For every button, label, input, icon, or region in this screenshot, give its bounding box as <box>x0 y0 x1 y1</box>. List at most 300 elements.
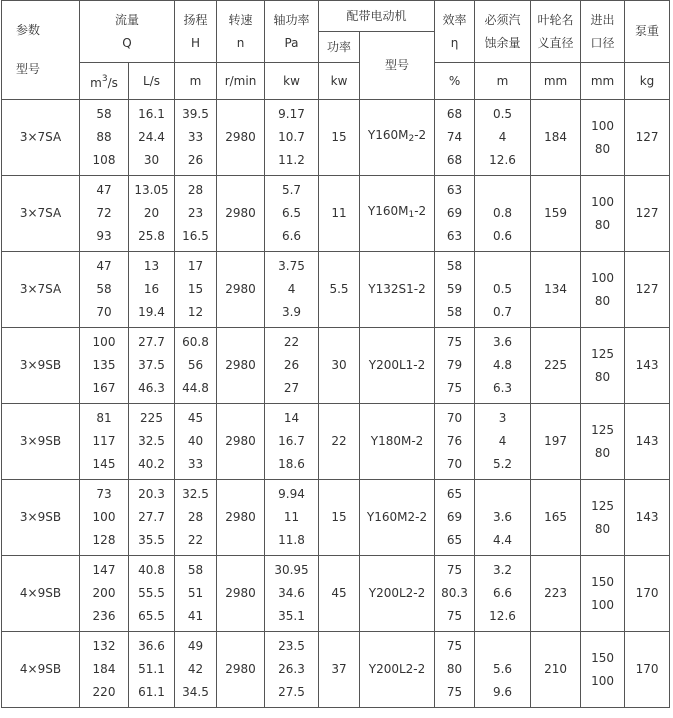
impeller-cell: 134 <box>531 252 581 328</box>
shaft-power-cell <box>265 176 319 252</box>
port-cell <box>581 252 625 328</box>
motor-model-cell <box>360 176 435 252</box>
motor-header-cell: 配带电动机 <box>319 1 435 32</box>
npsh-cell-value: 0.7 <box>492 305 513 319</box>
weight-header-cell: 泵重 <box>625 1 670 63</box>
flow-ls-cell-value: 27.7 <box>138 335 165 349</box>
weight-cell: 127 <box>625 252 670 328</box>
npsh-cell-value: 3 <box>498 411 507 425</box>
npsh-label-line1: 必须汽 <box>484 12 521 27</box>
npsh-cell <box>475 176 531 252</box>
flow-ls-cell <box>129 632 175 708</box>
port-cell-value: 125 <box>591 498 614 513</box>
pump-spec-table <box>1 0 670 708</box>
flow-ls-cell-value: 40.2 <box>138 457 165 471</box>
npsh-cell <box>475 556 531 632</box>
npsh-cell <box>475 404 531 480</box>
shaft-power-cell-value: 6.6 <box>281 229 302 243</box>
flow-m3-cell <box>80 404 129 480</box>
efficiency-cell-value: 68 <box>446 153 463 167</box>
motor-model-suffix: -2 <box>414 204 427 218</box>
shaft-power-label: 轴功率 <box>273 12 310 27</box>
flow-m3-cell <box>80 556 129 632</box>
efficiency-cell-value: 75 <box>446 685 463 699</box>
impeller-cell: 159 <box>531 176 581 252</box>
shaft-power-cell-value: 6.5 <box>281 206 302 220</box>
flow-m3-cell-value: 135 <box>92 358 116 372</box>
shaft-power-cell <box>265 328 319 404</box>
impeller-label-line1: 叶轮名 <box>537 12 574 27</box>
impeller-cell: 210 <box>531 632 581 708</box>
flow-ls-cell <box>129 404 175 480</box>
flow-ls-cell-value: 65.5 <box>138 609 165 623</box>
npsh-cell-value: 4 <box>498 130 507 144</box>
flow-ls-cell <box>129 252 175 328</box>
motor-model-text: Y132S1-2 <box>368 282 426 296</box>
model-cell: 3×9SB <box>2 480 80 556</box>
head-cell-value: 26 <box>187 153 204 167</box>
efficiency-cell-value: 70 <box>446 457 463 471</box>
shaft-power-cell-value: 34.6 <box>278 586 305 600</box>
efficiency-cell <box>435 480 475 556</box>
npsh-cell-value: 9.6 <box>492 685 513 699</box>
unit-efficiency: % <box>435 63 475 100</box>
params-header-cell <box>2 1 80 100</box>
head-cell-value: 16.5 <box>182 229 209 243</box>
efficiency-cell-value: 69 <box>446 206 463 220</box>
npsh-cell-value: 3.6 <box>492 510 513 524</box>
port-cell <box>581 480 625 556</box>
unit-head: m <box>175 63 217 100</box>
shaft-power-cell <box>265 556 319 632</box>
efficiency-cell-value: 75 <box>446 335 463 349</box>
table-row <box>2 480 670 556</box>
head-cell-value: 17 <box>187 259 204 273</box>
shaft-power-cell <box>265 632 319 708</box>
npsh-cell-value: 4 <box>498 434 507 448</box>
unit-shaft-power: kw <box>265 63 319 100</box>
flow-header-cell <box>80 1 175 63</box>
efficiency-cell <box>435 632 475 708</box>
model-cell: 3×9SB <box>2 404 80 480</box>
flow-m3-cell-value: 220 <box>92 685 116 699</box>
port-cell <box>581 328 625 404</box>
flow-ls-cell-value: 13.05 <box>134 183 169 197</box>
motor-model-suffix: -2 <box>414 128 427 142</box>
head-cell <box>175 404 217 480</box>
flow-ls-cell-value: 19.4 <box>138 305 165 319</box>
efficiency-cell-value: 79 <box>446 358 463 372</box>
table-row <box>2 100 670 176</box>
efficiency-cell-value: 75 <box>446 639 463 653</box>
head-cell <box>175 328 217 404</box>
port-cell <box>581 100 625 176</box>
shaft-power-cell-value: 18.6 <box>278 457 305 471</box>
header-row <box>2 1 670 32</box>
efficiency-cell-value: 80.3 <box>441 586 468 600</box>
flow-ls-cell-value: 20 <box>143 206 160 220</box>
efficiency-cell <box>435 404 475 480</box>
efficiency-cell <box>435 328 475 404</box>
npsh-cell-value: 12.6 <box>489 609 516 623</box>
head-cell <box>175 632 217 708</box>
flow-m3-cell-value: 200 <box>92 586 116 600</box>
motor-model-text: Y160M <box>367 128 409 142</box>
npsh-cell-value: 0.5 <box>492 282 513 296</box>
weight-cell: 143 <box>625 404 670 480</box>
flow-m3-cell-value: 236 <box>92 609 116 623</box>
port-cell-value: 150 <box>591 650 614 665</box>
weight-cell: 170 <box>625 556 670 632</box>
flow-m3-cell-value: 132 <box>92 639 116 653</box>
head-cell <box>175 556 217 632</box>
speed-cell: 2980 <box>217 328 265 404</box>
efficiency-cell-value: 65 <box>446 533 463 547</box>
impeller-cell: 225 <box>531 328 581 404</box>
port-cell <box>581 632 625 708</box>
head-symbol: H <box>191 35 201 50</box>
shaft-power-cell-value: 3.75 <box>278 259 305 273</box>
model-cell: 3×7SA <box>2 176 80 252</box>
flow-m3-cell <box>80 632 129 708</box>
impeller-cell: 197 <box>531 404 581 480</box>
shaft-power-cell-value: 9.17 <box>278 107 305 121</box>
shaft-power-cell-value: 26 <box>283 358 300 372</box>
flow-ls-cell-value: 20.3 <box>138 487 165 501</box>
flow-m3-cell <box>80 100 129 176</box>
efficiency-cell-value: 58 <box>446 259 463 273</box>
head-cell <box>175 100 217 176</box>
flow-ls-cell <box>129 328 175 404</box>
efficiency-cell-value: 65 <box>446 487 463 501</box>
head-cell <box>175 176 217 252</box>
weight-cell: 170 <box>625 632 670 708</box>
efficiency-symbol: η <box>450 35 459 50</box>
impeller-cell: 165 <box>531 480 581 556</box>
shaft-power-cell-value: 11.8 <box>278 533 305 547</box>
port-cell-value: 80 <box>594 369 611 384</box>
npsh-cell-value: 6.3 <box>492 381 513 395</box>
efficiency-cell-value: 68 <box>446 107 463 121</box>
motor-power-header-cell: 功率 <box>319 32 360 63</box>
head-cell-value: 45 <box>187 411 204 425</box>
flow-ls-cell-value: 16 <box>143 282 160 296</box>
head-cell-value: 28 <box>187 510 204 524</box>
flow-m3-cell-value: 117 <box>92 434 116 448</box>
head-cell-value: 42 <box>187 662 204 676</box>
head-cell-value: 23 <box>187 206 204 220</box>
port-cell-value: 80 <box>594 445 611 460</box>
flow-ls-cell <box>129 176 175 252</box>
speed-symbol: n <box>236 35 245 50</box>
speed-cell: 2980 <box>217 632 265 708</box>
npsh-cell-value: 3.6 <box>492 335 513 349</box>
table-row <box>2 252 670 328</box>
port-label-line2: 口径 <box>590 35 615 50</box>
table-row <box>2 632 670 708</box>
shaft-power-cell <box>265 480 319 556</box>
head-cell <box>175 480 217 556</box>
npsh-cell-value: 12.6 <box>489 153 516 167</box>
npsh-cell-value: 0.6 <box>492 229 513 243</box>
flow-m3-cell-value: 70 <box>96 305 112 319</box>
impeller-cell: 184 <box>531 100 581 176</box>
unit-flow-ls: L/s <box>129 63 175 100</box>
npsh-cell-value: 0.8 <box>492 206 513 220</box>
motor-power-cell: 15 <box>319 100 360 176</box>
shaft-power-cell-value: 11 <box>283 510 300 524</box>
shaft-power-cell-value: 27 <box>283 381 300 395</box>
head-cell-value: 39.5 <box>182 107 209 121</box>
efficiency-cell-value: 58 <box>446 305 463 319</box>
flow-ls-cell-value: 24.4 <box>138 130 165 144</box>
motor-power-cell: 11 <box>319 176 360 252</box>
shaft-power-cell-value: 5.7 <box>281 183 302 197</box>
flow-ls-cell-value: 30 <box>143 153 160 167</box>
flow-m3-cell-value: 58 <box>96 107 112 121</box>
motor-model-text: Y180M-2 <box>370 434 424 448</box>
flow-ls-cell-value: 51.1 <box>138 662 165 676</box>
weight-cell: 143 <box>625 480 670 556</box>
flow-ls-cell-value: 32.5 <box>138 434 165 448</box>
weight-cell: 143 <box>625 328 670 404</box>
shaft-power-cell-value: 27.5 <box>278 685 305 699</box>
motor-model-cell <box>360 480 435 556</box>
head-cell <box>175 252 217 328</box>
port-cell-value: 100 <box>591 673 614 688</box>
shaft-power-cell-value: 16.7 <box>278 434 305 448</box>
head-cell-value: 60.8 <box>182 335 209 349</box>
motor-model-text: Y160M <box>367 204 409 218</box>
speed-cell: 2980 <box>217 556 265 632</box>
port-cell-value: 80 <box>594 293 611 308</box>
flow-m3-cell-value: 88 <box>96 130 112 144</box>
motor-model-cell <box>360 404 435 480</box>
port-cell-value: 80 <box>594 217 611 232</box>
port-cell-value: 100 <box>591 597 614 612</box>
flow-m3-cell-value: 167 <box>92 381 116 395</box>
shaft-power-symbol: Pa <box>284 35 299 50</box>
motor-model-text: Y200L2-2 <box>368 662 426 676</box>
model-cell: 4×9SB <box>2 632 80 708</box>
model-label: 型号 <box>16 62 41 76</box>
npsh-cell-value: 0.5 <box>492 107 513 121</box>
flow-ls-cell-value: 61.1 <box>138 685 165 699</box>
head-cell-value: 44.8 <box>182 381 209 395</box>
flow-ls-cell-value: 13 <box>143 259 160 273</box>
flow-m3-cell-value: 81 <box>96 411 112 425</box>
flow-m3-cell-value: 73 <box>96 487 112 501</box>
unit-impeller: mm <box>531 63 581 100</box>
shaft-power-cell-value: 26.3 <box>278 662 305 676</box>
unit-weight: kg <box>625 63 670 100</box>
shaft-power-cell-value: 11.2 <box>278 153 305 167</box>
head-cell-value: 40 <box>187 434 204 448</box>
npsh-header-cell <box>475 1 531 63</box>
head-header-cell <box>175 1 217 63</box>
npsh-cell <box>475 632 531 708</box>
flow-m3-cell-value: 184 <box>92 662 116 676</box>
speed-header-cell <box>217 1 265 63</box>
npsh-cell-value: 3.2 <box>492 563 513 577</box>
flow-m3-cell-value: 100 <box>92 335 116 349</box>
efficiency-cell-value: 75 <box>446 609 463 623</box>
efficiency-cell <box>435 252 475 328</box>
efficiency-cell-value: 80 <box>446 662 463 676</box>
model-cell: 3×7SA <box>2 100 80 176</box>
flow-m3-cell <box>80 328 129 404</box>
motor-model-cell <box>360 328 435 404</box>
table-row <box>2 328 670 404</box>
model-cell: 4×9SB <box>2 556 80 632</box>
params-label: 参数 <box>16 23 41 37</box>
flow-ls-cell-value: 35.5 <box>138 533 165 547</box>
port-cell-value: 80 <box>594 141 611 156</box>
flow-ls-cell <box>129 100 175 176</box>
head-cell-value: 33 <box>187 130 204 144</box>
speed-cell: 2980 <box>217 404 265 480</box>
table-row <box>2 556 670 632</box>
model-cell: 3×7SA <box>2 252 80 328</box>
shaft-power-cell <box>265 252 319 328</box>
motor-model-text: Y160M2-2 <box>366 510 428 524</box>
flow-m3-cell-value: 58 <box>96 282 112 296</box>
npsh-cell-value: 5.2 <box>492 457 513 471</box>
shaft-power-cell-value: 23.5 <box>278 639 305 653</box>
table-row <box>2 176 670 252</box>
speed-cell: 2980 <box>217 100 265 176</box>
npsh-cell-value: 6.6 <box>492 586 513 600</box>
shaft-power-cell-value: 4 <box>287 282 296 296</box>
flow-ls-cell-value: 46.3 <box>138 381 165 395</box>
flow-m3-cell <box>80 480 129 556</box>
weight-cell: 127 <box>625 100 670 176</box>
flow-m3-cell-value: 47 <box>96 259 112 273</box>
unit-speed: r/min <box>217 63 265 100</box>
motor-power-cell: 37 <box>319 632 360 708</box>
motor-model-cell <box>360 100 435 176</box>
motor-power-cell: 15 <box>319 480 360 556</box>
flow-symbol: Q <box>122 35 132 50</box>
efficiency-cell <box>435 100 475 176</box>
motor-model-text: Y200L1-2 <box>368 358 426 372</box>
motor-model-text: Y200L2-2 <box>368 586 426 600</box>
efficiency-cell-value: 59 <box>446 282 463 296</box>
efficiency-cell-value: 63 <box>446 183 463 197</box>
unit-port: mm <box>581 63 625 100</box>
shaft-power-cell-value: 10.7 <box>278 130 305 144</box>
shaft-power-cell-value: 22 <box>283 335 300 349</box>
port-cell-value: 100 <box>591 270 614 285</box>
speed-cell: 2980 <box>217 252 265 328</box>
speed-label: 转速 <box>228 12 253 27</box>
efficiency-cell-value: 63 <box>446 229 463 243</box>
efficiency-cell-value: 69 <box>446 510 463 524</box>
shaft-power-cell-value: 3.9 <box>281 305 302 319</box>
motor-model-cell <box>360 556 435 632</box>
motor-model-cell <box>360 252 435 328</box>
port-cell-value: 80 <box>594 521 611 536</box>
efficiency-cell-value: 74 <box>446 130 463 144</box>
port-header-cell <box>581 1 625 63</box>
head-label: 扬程 <box>183 12 208 27</box>
weight-cell: 127 <box>625 176 670 252</box>
npsh-cell <box>475 480 531 556</box>
npsh-cell <box>475 252 531 328</box>
impeller-cell: 223 <box>531 556 581 632</box>
flow-m3-cell-value: 147 <box>92 563 116 577</box>
flow-ls-cell-value: 37.5 <box>138 358 165 372</box>
npsh-cell <box>475 328 531 404</box>
port-cell <box>581 176 625 252</box>
head-cell-value: 41 <box>187 609 204 623</box>
flow-m3-cell-value: 128 <box>92 533 116 547</box>
unit-npsh: m <box>475 63 531 100</box>
port-cell <box>581 556 625 632</box>
unit-row <box>2 63 670 100</box>
npsh-cell <box>475 100 531 176</box>
flow-m3-cell-value: 100 <box>92 510 116 524</box>
head-cell-value: 32.5 <box>182 487 209 501</box>
head-cell-value: 33 <box>187 457 204 471</box>
flow-label: 流量 <box>115 12 140 27</box>
flow-ls-cell-value: 16.1 <box>138 107 165 121</box>
flow-m3-cell <box>80 252 129 328</box>
motor-model-cell <box>360 632 435 708</box>
speed-cell: 2980 <box>217 480 265 556</box>
npsh-cell-value: 5.6 <box>492 662 513 676</box>
motor-model-subscript: 2 <box>408 134 415 144</box>
speed-cell: 2980 <box>217 176 265 252</box>
unit-motor-power: kw <box>319 63 360 100</box>
port-cell <box>581 404 625 480</box>
efficiency-cell-value: 75 <box>446 563 463 577</box>
flow-m3-cell <box>80 176 129 252</box>
flow-ls-cell-value: 225 <box>140 411 163 425</box>
motor-model-header-cell: 型号 <box>360 32 435 100</box>
efficiency-label: 效率 <box>442 12 467 27</box>
npsh-cell-value: 4.8 <box>492 358 513 372</box>
efficiency-cell <box>435 556 475 632</box>
motor-power-cell: 30 <box>319 328 360 404</box>
flow-m3-cell-value: 145 <box>92 457 116 471</box>
head-cell-value: 15 <box>187 282 204 296</box>
port-label-line1: 进出 <box>590 12 615 27</box>
npsh-cell-value: 4.4 <box>492 533 513 547</box>
shaft-power-cell-value: 14 <box>283 411 300 425</box>
motor-power-cell: 22 <box>319 404 360 480</box>
efficiency-cell-value: 75 <box>446 381 463 395</box>
flow-ls-cell-value: 40.8 <box>138 563 165 577</box>
shaft-power-cell <box>265 100 319 176</box>
flow-ls-cell <box>129 480 175 556</box>
shaft-power-cell-value: 35.1 <box>278 609 305 623</box>
flow-ls-cell-value: 27.7 <box>138 510 165 524</box>
unit-flow-m3: $m^3/s$ <box>80 63 129 100</box>
head-cell-value: 56 <box>187 358 204 372</box>
flow-ls-cell-value: 55.5 <box>138 586 165 600</box>
npsh-label-line2: 蚀余量 <box>484 35 521 50</box>
port-cell-value: 100 <box>591 118 614 133</box>
flow-ls-cell-value: 25.8 <box>138 229 165 243</box>
port-cell-value: 125 <box>591 346 614 361</box>
motor-model-subscript: 1 <box>408 210 415 220</box>
flow-m3-cell-value: 108 <box>92 153 116 167</box>
motor-power-cell: 5.5 <box>319 252 360 328</box>
model-cell: 3×9SB <box>2 328 80 404</box>
shaft-power-header-cell <box>265 1 319 63</box>
head-cell-value: 34.5 <box>182 685 209 699</box>
